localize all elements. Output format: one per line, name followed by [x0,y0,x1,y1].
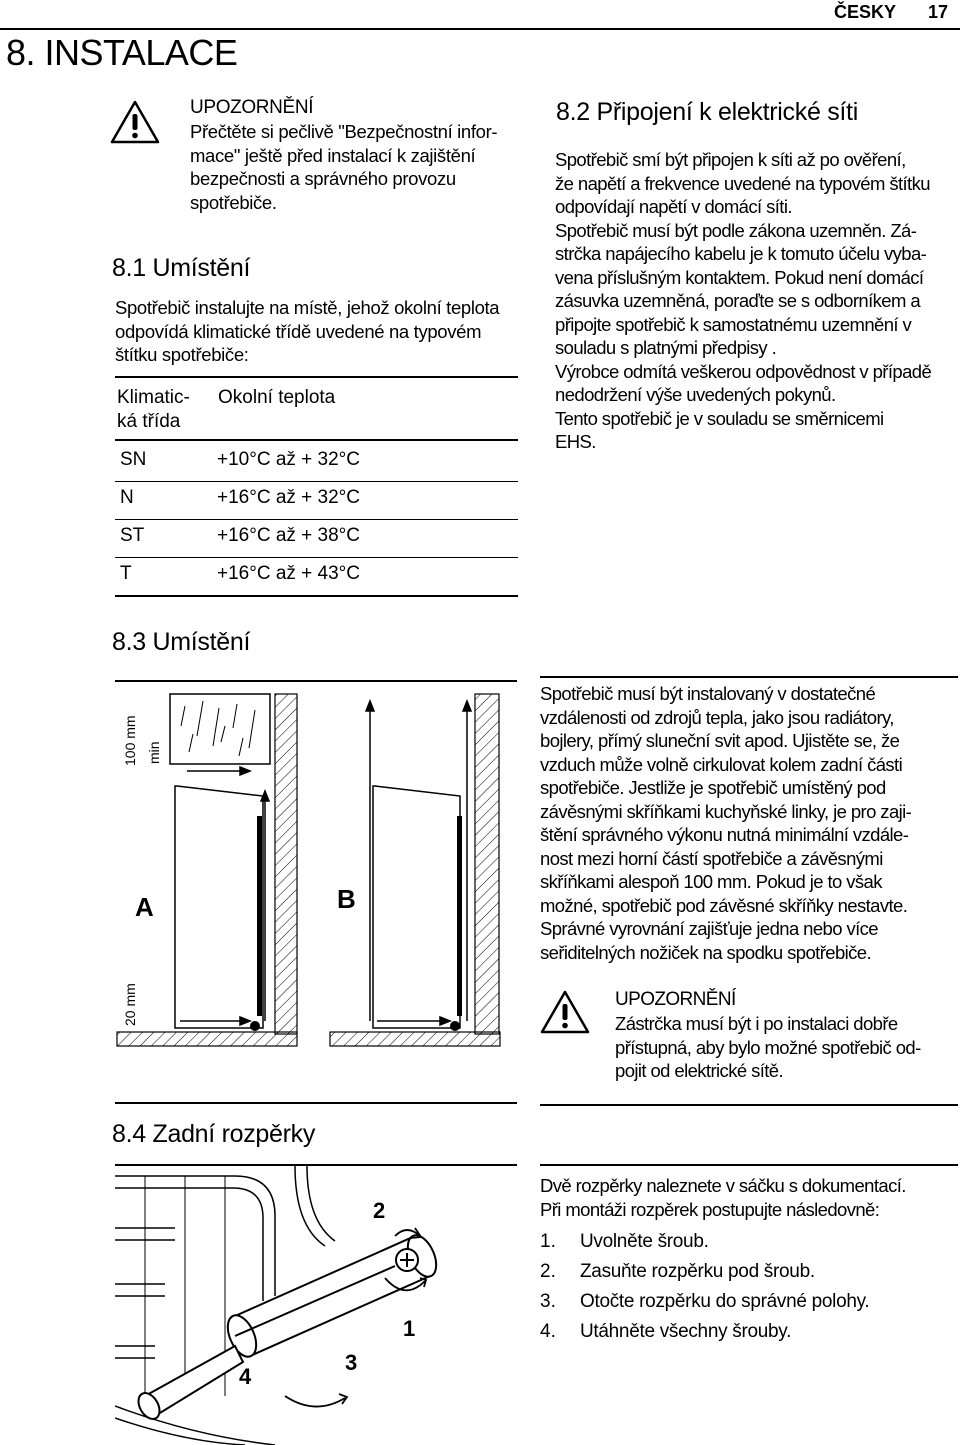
table-rule [115,595,518,597]
figure-label-b: B [337,884,356,914]
appliance-b-compressor [450,1021,460,1031]
warning-icon [110,100,160,144]
appliance-b-coil [457,816,462,1016]
table-cell-class: T [120,563,132,584]
appliance-a-compressor [250,1021,260,1031]
paragraph-line: spotřebiče. Jestliže je spotřebič umístěný pod [540,777,886,798]
spacer-illustration [115,1166,517,1445]
step-text: Uvolněte šroub. [580,1231,709,1252]
chapter-title: 8. INSTALACE [6,32,238,73]
paragraph-line: možné, spotřebič pod závěsné skříňky nestavte. [540,894,908,916]
header-line: Klimatic- [117,387,190,408]
step-number: 1. [540,1231,556,1252]
paragraph-line: že napětí a frekvence uvedené na typovém štítku [555,172,930,194]
section-paragraph [115,296,525,367]
paragraph-line: souladu s platnými předpisy . [555,337,777,358]
paragraph-line: nost mezi horní částí spotřebiče a závěsnými [540,847,883,869]
section-paragraph [540,1174,958,1221]
paragraph-line: závěsnými skříňkami kuchyňské linky, je pro zaji- [540,800,912,822]
step-item [540,1320,958,1350]
climate-class-table [115,376,518,598]
paragraph-line: Spotřebič musí být instalovaný v dostatečné [540,683,876,704]
step-text: Zasuňte rozpěrku pod šroub. [580,1261,815,1282]
figure-rear-spacers [115,1164,517,1445]
paragraph-line: Spotřebič smí být připojen k síti až po ověření, [555,149,906,170]
figure-clearance [115,680,517,1104]
paragraph-line: vena příslušným kontaktem. Pokud není domácí [555,266,924,288]
paragraph-line: skříňkami alespoň 100 mm. Pokud je to však [540,871,882,892]
table-cell-temperature: +10°C až + 32°C [217,449,361,470]
table-cell-temperature: +16°C až + 43°C [217,563,361,584]
section-rule [540,1164,958,1166]
paragraph-line: vzduch může volně cirkulovat kolem zadní části [540,753,903,775]
dimension-label-20mm: 20 mm [122,983,138,1026]
section-heading-placement: 8.1 Umístění [112,254,251,282]
appliance-b [373,786,460,1028]
paragraph-line: bojlery, přímý sluneční svit apod. Ujistěte se, že [540,730,900,751]
table-rule [115,439,518,441]
callout-1: 1 [403,1316,416,1341]
table-cell-class: SN [120,449,147,470]
warning-line: spotřebiče. [190,191,277,213]
table-rule [115,557,518,558]
table-cell-class: N [120,487,134,508]
paragraph-line: připojte spotřebič k samostatnému uzemnění v [555,313,912,335]
section-heading-electrical: 8.2 Připojení k elektrické síti [556,98,858,126]
table-header-class [117,386,190,434]
warning-block [190,96,530,214]
table-header-temperature: Okolní teplota [218,387,336,408]
appliance-a-coil [257,816,262,1016]
wall-b [475,694,499,1034]
installation-steps [540,1230,958,1350]
clearance-illustration [115,686,517,1098]
step-item [540,1290,958,1320]
step-item [540,1260,958,1290]
paragraph-line: štítku spotřebiče: [115,344,249,365]
dimension-label-100mm: 100 mm [122,715,138,766]
warning-title: UPOZORNĚNÍ [615,989,736,1010]
paragraph-line: EHS. [555,431,596,452]
paragraph-line: Při montáži rozpěrek postupujte následovně: [540,1198,880,1220]
section-heading-location: 8.3 Umístění [112,628,251,656]
step-text: Utáhněte všechny šrouby. [580,1321,792,1342]
warning-line: přístupná, aby bylo možné spotřebič od- [615,1036,921,1058]
step-item [540,1230,958,1260]
paragraph-line: Tento spotřebič je v souladu se směrnicemi [555,407,884,429]
table-rule [115,481,518,482]
section-paragraph [555,148,960,454]
header-line: ká třída [117,411,181,432]
figure-rule [115,680,517,682]
wall-cabinet [170,694,270,764]
screw [396,1249,418,1271]
table-cell-temperature: +16°C až + 32°C [217,487,361,508]
figure-rule [115,1102,517,1104]
paragraph-line: Správné vyrovnání zajišťuje jedna nebo více [540,918,878,939]
paragraph-line: Spotřebič musí být podle zákona uzemněn. Zá- [555,219,917,241]
warning-line: Přečtěte si pečlivě "Bezpečnostní infor- [190,121,498,142]
callout-3: 3 [345,1350,358,1375]
warning-line: bezpečnosti a správného provozu [190,168,456,189]
section-rule [540,1104,958,1106]
step-number: 2. [540,1261,556,1282]
paragraph-line: strčka napájecího kabelu je k tomuto účelu vyba- [555,243,927,264]
warning-block [615,988,960,1083]
paragraph-line: vzdálenosti od zdrojů tepla, jako jsou radiátory, [540,706,894,728]
figure-label-a: A [135,892,154,922]
dimension-label-min: min [146,741,162,764]
cabinet-shading [181,701,255,756]
table-rule [115,376,518,378]
table-rule [115,519,518,520]
paragraph-line: odpovídá klimatické třídě uvedené na typovém [115,320,482,342]
warning-icon [540,990,590,1034]
wall-a [275,694,297,1034]
warning-line: Zástrčka musí být i po instalaci dobře [615,1013,898,1034]
floor-b [330,1032,500,1046]
appliance-a [175,786,263,1028]
paragraph-line: štění správného výkonu nutná minimální vzdále- [540,824,909,845]
section-paragraph [540,682,958,964]
paragraph-line: zásuvka uzemněná, poraďte se s odborníkem a [555,290,921,311]
paragraph-line: odpovídají napětí v domácí síti. [555,196,792,217]
header-language: ČESKY [834,2,897,22]
step-number: 3. [540,1291,556,1312]
step-number: 4. [540,1321,556,1342]
warning-title: UPOZORNĚNÍ [190,97,314,118]
paragraph-line: seřiditelných nožiček na spodku spotřebiče. [540,941,872,963]
callout-4: 4 [239,1364,252,1389]
section-heading-rear-spacers: 8.4 Zadní rozpěrky [112,1120,316,1148]
step-text: Otočte rozpěrku do správné polohy. [580,1291,870,1312]
warning-line: pojit od elektrické sítě. [615,1060,784,1081]
floor-a [117,1032,297,1046]
table-cell-class: ST [120,525,145,546]
callout-2: 2 [373,1198,386,1223]
table-cell-temperature: +16°C až + 38°C [217,525,361,546]
warning-line: mace" ještě před instalací k zajištění [190,144,476,166]
page-number: 17 [928,2,949,22]
paragraph-line: Dvě rozpěrky naleznete v sáčku s dokumentací. [540,1175,906,1196]
paragraph-line: Spotřebič instalujte na místě, jehož okolní teplota [115,297,500,318]
section-rule [540,676,958,678]
paragraph-line: nedodržení výše uvedených pokynů. [555,384,836,405]
header-divider [0,28,960,30]
paragraph-line: Výrobce odmítá veškerou odpovědnost v případě [555,360,932,382]
rotate-arrow [285,1396,345,1407]
